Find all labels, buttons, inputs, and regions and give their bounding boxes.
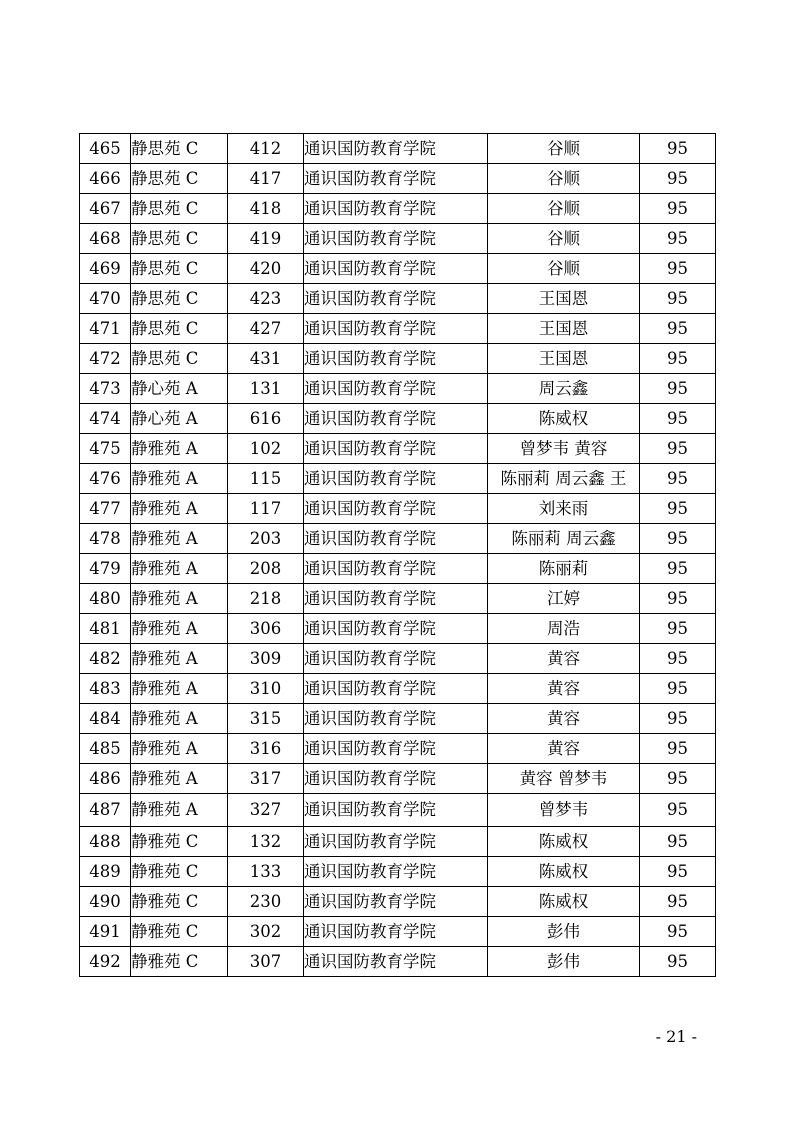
cell-room: 412 <box>228 134 304 164</box>
cell-number: 485 <box>80 734 131 764</box>
table-row <box>80 827 716 857</box>
cell-room: 307 <box>228 947 304 977</box>
cell-building: 静雅苑 A <box>131 734 228 764</box>
table-row <box>80 464 716 494</box>
cell-college: 通识国防教育学院 <box>304 434 488 464</box>
table-row <box>80 704 716 734</box>
cell-room: 317 <box>228 764 304 794</box>
cell-building: 静雅苑 A <box>131 584 228 614</box>
cell-building: 静雅苑 A <box>131 614 228 644</box>
cell-score: 95 <box>640 704 716 734</box>
cell-score: 95 <box>640 857 716 887</box>
cell-number: 473 <box>80 374 131 404</box>
cell-name: 陈威权 <box>488 887 640 917</box>
cell-building: 静思苑 C <box>131 314 228 344</box>
cell-score: 95 <box>640 344 716 374</box>
cell-name: 黄容 <box>488 704 640 734</box>
cell-room: 203 <box>228 524 304 554</box>
cell-college: 通识国防教育学院 <box>304 494 488 524</box>
cell-room: 102 <box>228 434 304 464</box>
cell-score: 95 <box>640 554 716 584</box>
table-row <box>80 917 716 947</box>
cell-college: 通识国防教育学院 <box>304 917 488 947</box>
cell-building: 静雅苑 A <box>131 554 228 584</box>
cell-college: 通识国防教育学院 <box>304 374 488 404</box>
cell-name: 曾梦韦 <box>488 794 640 827</box>
cell-number: 484 <box>80 704 131 734</box>
cell-name: 彭伟 <box>488 947 640 977</box>
cell-score: 95 <box>640 134 716 164</box>
cell-name: 谷顺 <box>488 134 640 164</box>
cell-name: 谷顺 <box>488 194 640 224</box>
page-number: - 21 - <box>655 1027 697 1046</box>
cell-name: 陈威权 <box>488 857 640 887</box>
cell-college: 通识国防教育学院 <box>304 674 488 704</box>
cell-number: 480 <box>80 584 131 614</box>
cell-college: 通识国防教育学院 <box>304 644 488 674</box>
table-row <box>80 644 716 674</box>
cell-number: 470 <box>80 284 131 314</box>
cell-name: 周浩 <box>488 614 640 644</box>
cell-number: 486 <box>80 764 131 794</box>
table-row <box>80 554 716 584</box>
cell-score: 95 <box>640 947 716 977</box>
cell-building: 静雅苑 C <box>131 827 228 857</box>
cell-college: 通识国防教育学院 <box>304 404 488 434</box>
cell-room: 131 <box>228 374 304 404</box>
cell-name: 王国恩 <box>488 344 640 374</box>
cell-score: 95 <box>640 374 716 404</box>
cell-room: 133 <box>228 857 304 887</box>
cell-building: 静思苑 C <box>131 224 228 254</box>
table-body <box>80 134 716 977</box>
cell-name: 彭伟 <box>488 917 640 947</box>
table-row <box>80 194 716 224</box>
cell-number: 465 <box>80 134 131 164</box>
cell-college: 通识国防教育学院 <box>304 344 488 374</box>
cell-name: 刘来雨 <box>488 494 640 524</box>
cell-building: 静思苑 C <box>131 254 228 284</box>
cell-room: 309 <box>228 644 304 674</box>
cell-room: 418 <box>228 194 304 224</box>
cell-building: 静思苑 C <box>131 164 228 194</box>
cell-building: 静雅苑 A <box>131 764 228 794</box>
cell-name: 陈丽莉 <box>488 554 640 584</box>
cell-college: 通识国防教育学院 <box>304 794 488 827</box>
cell-number: 491 <box>80 917 131 947</box>
cell-building: 静雅苑 A <box>131 794 228 827</box>
cell-score: 95 <box>640 524 716 554</box>
table-row <box>80 524 716 554</box>
cell-college: 通识国防教育学院 <box>304 134 488 164</box>
cell-building: 静雅苑 C <box>131 917 228 947</box>
cell-building: 静思苑 C <box>131 134 228 164</box>
table-row <box>80 794 716 827</box>
table-row <box>80 734 716 764</box>
cell-room: 117 <box>228 494 304 524</box>
cell-name: 黄容 <box>488 644 640 674</box>
cell-name: 谷顺 <box>488 164 640 194</box>
cell-number: 466 <box>80 164 131 194</box>
cell-room: 327 <box>228 794 304 827</box>
table-row <box>80 674 716 704</box>
cell-building: 静思苑 C <box>131 194 228 224</box>
cell-number: 482 <box>80 644 131 674</box>
cell-building: 静心苑 A <box>131 374 228 404</box>
cell-name: 周云鑫 <box>488 374 640 404</box>
cell-college: 通识国防教育学院 <box>304 584 488 614</box>
cell-room: 419 <box>228 224 304 254</box>
cell-building: 静雅苑 A <box>131 464 228 494</box>
cell-building: 静雅苑 A <box>131 524 228 554</box>
table-row <box>80 947 716 977</box>
cell-score: 95 <box>640 434 716 464</box>
cell-score: 95 <box>640 194 716 224</box>
table-row <box>80 857 716 887</box>
cell-building: 静雅苑 A <box>131 644 228 674</box>
cell-college: 通识国防教育学院 <box>304 947 488 977</box>
cell-score: 95 <box>640 917 716 947</box>
cell-name: 江婷 <box>488 584 640 614</box>
cell-room: 315 <box>228 704 304 734</box>
cell-score: 95 <box>640 314 716 344</box>
cell-score: 95 <box>640 284 716 314</box>
cell-building: 静雅苑 C <box>131 947 228 977</box>
cell-number: 490 <box>80 887 131 917</box>
table-row <box>80 887 716 917</box>
cell-name: 陈威权 <box>488 827 640 857</box>
cell-college: 通识国防教育学院 <box>304 524 488 554</box>
cell-number: 472 <box>80 344 131 374</box>
cell-room: 427 <box>228 314 304 344</box>
table-row <box>80 284 716 314</box>
table-row <box>80 224 716 254</box>
cell-room: 310 <box>228 674 304 704</box>
cell-number: 487 <box>80 794 131 827</box>
cell-building: 静雅苑 A <box>131 434 228 464</box>
cell-building: 静雅苑 C <box>131 857 228 887</box>
cell-college: 通识国防教育学院 <box>304 554 488 584</box>
table-row <box>80 614 716 644</box>
cell-room: 230 <box>228 887 304 917</box>
cell-score: 95 <box>640 764 716 794</box>
cell-name: 陈丽莉 周云鑫 <box>488 524 640 554</box>
cell-building: 静雅苑 A <box>131 494 228 524</box>
table-row <box>80 344 716 374</box>
cell-number: 478 <box>80 524 131 554</box>
cell-room: 420 <box>228 254 304 284</box>
cell-name: 陈丽莉 周云鑫 王 <box>488 464 640 494</box>
cell-score: 95 <box>640 224 716 254</box>
cell-building: 静雅苑 C <box>131 887 228 917</box>
cell-name: 黄容 <box>488 674 640 704</box>
cell-name: 黄容 曾梦韦 <box>488 764 640 794</box>
cell-college: 通识国防教育学院 <box>304 734 488 764</box>
cell-college: 通识国防教育学院 <box>304 314 488 344</box>
cell-score: 95 <box>640 887 716 917</box>
cell-number: 481 <box>80 614 131 644</box>
cell-score: 95 <box>640 404 716 434</box>
cell-room: 218 <box>228 584 304 614</box>
cell-score: 95 <box>640 464 716 494</box>
cell-name: 王国恩 <box>488 284 640 314</box>
table-row <box>80 254 716 284</box>
dormitory-score-table <box>79 133 716 977</box>
cell-college: 通识国防教育学院 <box>304 857 488 887</box>
cell-number: 474 <box>80 404 131 434</box>
cell-score: 95 <box>640 254 716 284</box>
cell-college: 通识国防教育学院 <box>304 827 488 857</box>
cell-room: 616 <box>228 404 304 434</box>
cell-number: 483 <box>80 674 131 704</box>
cell-number: 489 <box>80 857 131 887</box>
cell-college: 通识国防教育学院 <box>304 887 488 917</box>
table-row <box>80 374 716 404</box>
cell-building: 静雅苑 A <box>131 674 228 704</box>
cell-room: 302 <box>228 917 304 947</box>
table-row <box>80 434 716 464</box>
cell-room: 431 <box>228 344 304 374</box>
cell-number: 479 <box>80 554 131 584</box>
table-row <box>80 314 716 344</box>
cell-number: 469 <box>80 254 131 284</box>
cell-room: 208 <box>228 554 304 584</box>
cell-room: 306 <box>228 614 304 644</box>
cell-number: 475 <box>80 434 131 464</box>
cell-number: 476 <box>80 464 131 494</box>
table-row <box>80 494 716 524</box>
cell-score: 95 <box>640 827 716 857</box>
cell-score: 95 <box>640 584 716 614</box>
cell-number: 492 <box>80 947 131 977</box>
cell-college: 通识国防教育学院 <box>304 254 488 284</box>
cell-score: 95 <box>640 644 716 674</box>
cell-name: 黄容 <box>488 734 640 764</box>
cell-room: 423 <box>228 284 304 314</box>
cell-name: 谷顺 <box>488 224 640 254</box>
cell-college: 通识国防教育学院 <box>304 224 488 254</box>
cell-number: 488 <box>80 827 131 857</box>
cell-college: 通识国防教育学院 <box>304 464 488 494</box>
cell-score: 95 <box>640 494 716 524</box>
cell-college: 通识国防教育学院 <box>304 194 488 224</box>
cell-name: 王国恩 <box>488 314 640 344</box>
cell-name: 曾梦韦 黄容 <box>488 434 640 464</box>
cell-college: 通识国防教育学院 <box>304 284 488 314</box>
cell-building: 静心苑 A <box>131 404 228 434</box>
cell-score: 95 <box>640 614 716 644</box>
cell-room: 417 <box>228 164 304 194</box>
cell-room: 115 <box>228 464 304 494</box>
cell-number: 467 <box>80 194 131 224</box>
cell-room: 132 <box>228 827 304 857</box>
table-row <box>80 164 716 194</box>
cell-college: 通识国防教育学院 <box>304 704 488 734</box>
cell-score: 95 <box>640 674 716 704</box>
cell-college: 通识国防教育学院 <box>304 614 488 644</box>
cell-number: 468 <box>80 224 131 254</box>
cell-number: 471 <box>80 314 131 344</box>
cell-room: 316 <box>228 734 304 764</box>
cell-number: 477 <box>80 494 131 524</box>
cell-building: 静雅苑 A <box>131 704 228 734</box>
table-row <box>80 134 716 164</box>
cell-name: 谷顺 <box>488 254 640 284</box>
cell-score: 95 <box>640 164 716 194</box>
table-row <box>80 404 716 434</box>
cell-college: 通识国防教育学院 <box>304 764 488 794</box>
cell-college: 通识国防教育学院 <box>304 164 488 194</box>
cell-name: 陈威权 <box>488 404 640 434</box>
cell-building: 静思苑 C <box>131 344 228 374</box>
table-row <box>80 764 716 794</box>
cell-building: 静思苑 C <box>131 284 228 314</box>
table-row <box>80 584 716 614</box>
cell-score: 95 <box>640 734 716 764</box>
cell-score: 95 <box>640 794 716 827</box>
